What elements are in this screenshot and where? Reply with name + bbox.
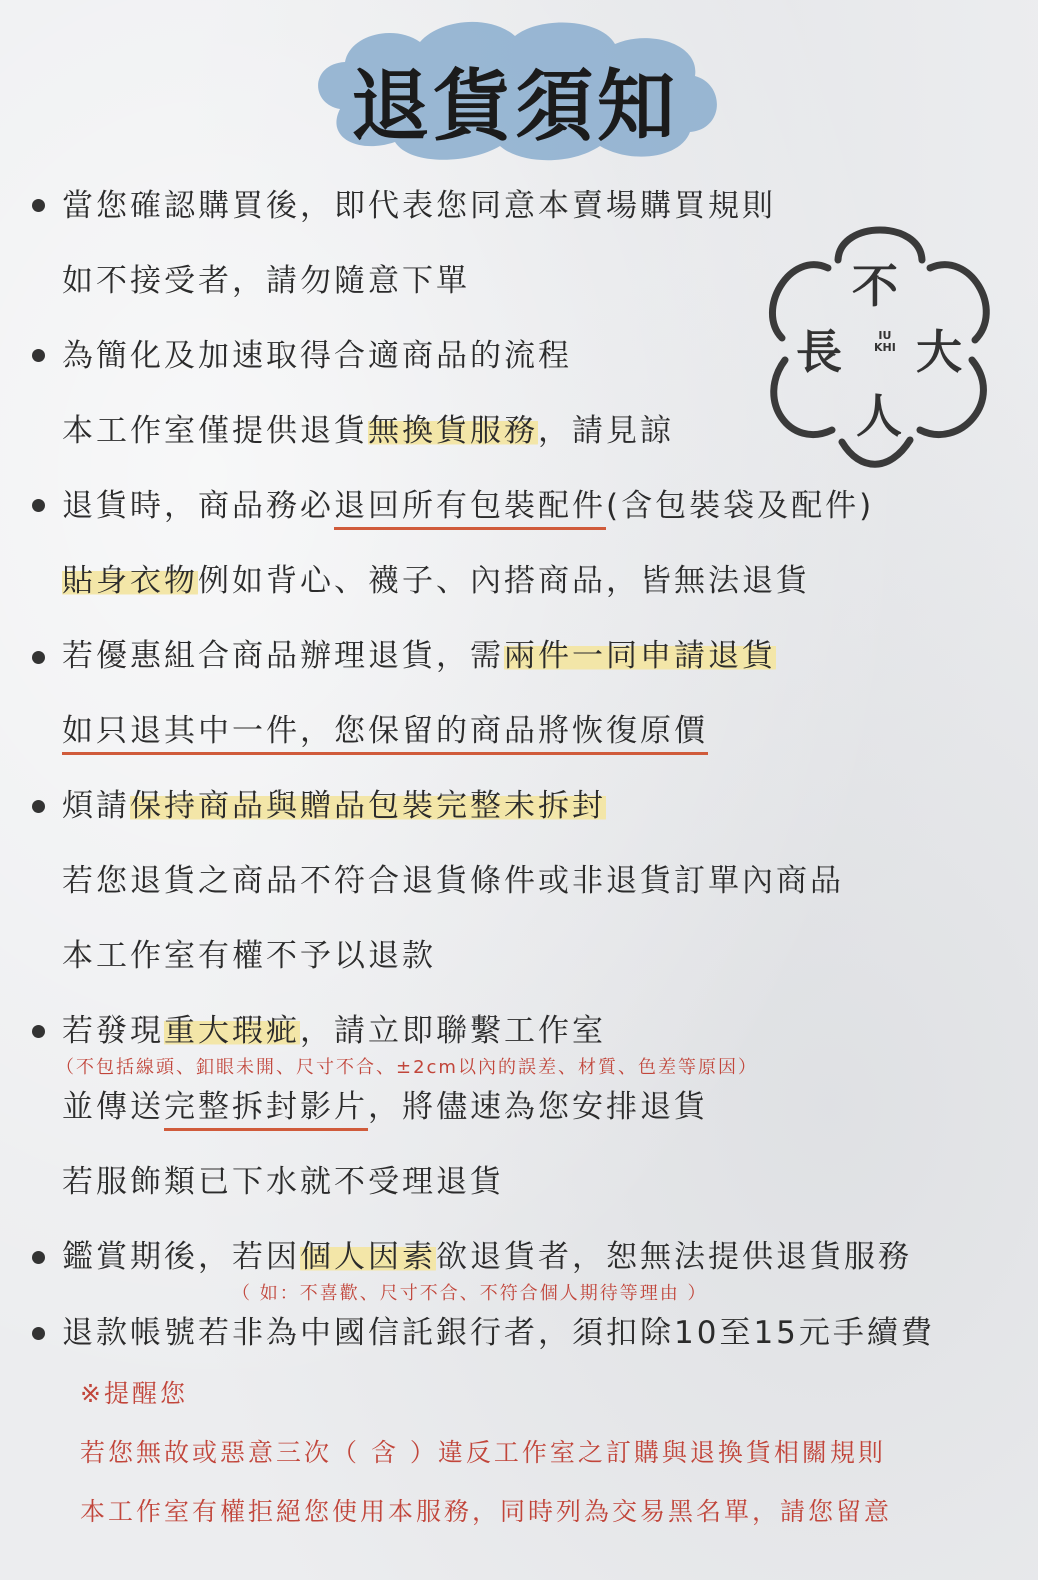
rule-line-14 xyxy=(62,1162,504,1202)
logo-char-left: 長 xyxy=(796,325,842,379)
logo-char-bottom: 人 xyxy=(856,389,902,443)
rule-text: ，請立即聯繫工作室 xyxy=(300,1013,606,1049)
reminder-heading: ※提醒您 xyxy=(80,1379,188,1408)
personal-reason-note: （ 如：不喜歡、尺寸不合、不符合個人期待等理由 ） xyxy=(232,1283,708,1304)
highlight-text: 兩件一同申請退貨 xyxy=(504,638,776,674)
rule-text: 若您退貨之商品不符合退貨條件或非退貨訂單內商品 xyxy=(62,863,844,899)
page-title: 退貨須知 xyxy=(350,62,679,152)
bullet-5 xyxy=(32,800,45,813)
rule-text: 若發現 xyxy=(62,1013,164,1049)
rule-text: 並傳送 xyxy=(62,1089,164,1125)
bullet-6 xyxy=(32,1025,45,1038)
rule-text: 為簡化及加速取得合適商品的流程 xyxy=(62,338,572,374)
rule-line-5 xyxy=(62,486,874,526)
logo-char-top: 不 xyxy=(852,259,898,313)
rule-text: 退款帳號若非為中國信託銀行者，須扣除10至15元手續費 xyxy=(62,1315,935,1351)
rule-text: ，請見諒 xyxy=(538,413,674,449)
bullet-3 xyxy=(32,499,45,512)
reminder-line-2: 本工作室有權拒絕您使用本服務，同時列為交易黑名單，請您留意 xyxy=(80,1497,893,1526)
underlined-text: 退回所有包裝配件 xyxy=(334,488,606,530)
logo-center-mark xyxy=(874,330,896,354)
highlight-text: 無換貨服務 xyxy=(368,413,538,449)
rule-line-2 xyxy=(62,261,470,301)
bullet-8 xyxy=(32,1327,45,1340)
rule-line-16 xyxy=(62,1313,935,1353)
underlined-text: 如只退其中一件，您保留的商品將恢復原價 xyxy=(62,713,708,755)
rule-text: (含包裝袋及配件) xyxy=(606,488,875,524)
rule-line-3 xyxy=(62,336,572,376)
rule-line-15 xyxy=(62,1237,912,1277)
highlight-text: 貼身衣物 xyxy=(62,563,198,599)
rule-text: 本工作室僅提供退貨 xyxy=(62,413,368,449)
title-banner xyxy=(300,14,730,164)
rule-line-7 xyxy=(62,636,776,676)
rule-line-9 xyxy=(62,786,606,826)
rule-text: 若服飾類已下水就不受理退貨 xyxy=(62,1164,504,1200)
rule-line-1 xyxy=(62,186,776,226)
highlight-text: 重大瑕疵 xyxy=(164,1013,300,1049)
bullet-1 xyxy=(32,199,45,212)
rule-text: 例如背心、襪子、內搭商品，皆無法退貨 xyxy=(198,563,810,599)
underlined-text: 完整拆封影片 xyxy=(164,1089,368,1131)
rule-line-13 xyxy=(62,1087,708,1127)
rule-text: 如不接受者，請勿隨意下單 xyxy=(62,263,470,299)
rule-text: 欲退貨者，恕無法提供退貨服務 xyxy=(436,1239,912,1275)
rule-text: 鑑賞期後，若因 xyxy=(62,1239,300,1275)
highlight-text: 保持商品與贈品包裝完整未拆封 xyxy=(130,788,606,824)
rule-line-8 xyxy=(62,711,708,751)
bullet-2 xyxy=(32,349,45,362)
logo-center-line1: IU xyxy=(878,329,892,342)
rule-line-10 xyxy=(62,861,844,901)
bullet-7 xyxy=(32,1251,45,1264)
studio-logo xyxy=(760,210,1000,470)
rule-text: 當您確認購買後，即代表您同意本賣場購買規則 xyxy=(62,188,776,224)
logo-center-line2: KHI xyxy=(874,341,896,354)
rule-text: ，將儘速為您安排退貨 xyxy=(368,1089,708,1125)
rule-text: 退貨時，商品務必 xyxy=(62,488,334,524)
reminder-line-1: 若您無故或惡意三次（ 含 ）違反工作室之訂購與退換貨相關規則 xyxy=(80,1438,886,1467)
highlight-text: 個人因素 xyxy=(300,1239,436,1275)
rule-line-12 xyxy=(62,1011,606,1051)
rule-line-4 xyxy=(62,411,674,451)
bullet-4 xyxy=(32,651,45,664)
rule-text: 若優惠組合商品辦理退貨，需 xyxy=(62,638,504,674)
rule-text: 煩請 xyxy=(62,788,130,824)
rule-line-6 xyxy=(62,561,810,601)
rule-line-11 xyxy=(62,936,436,976)
logo-char-right: 大 xyxy=(916,325,962,379)
rule-text: 本工作室有權不予以退款 xyxy=(62,938,436,974)
defect-exclusion-note: （不包括線頭、釦眼未開、尺寸不合、±2cm以內的誤差、材質、色差等原因） xyxy=(56,1057,758,1078)
